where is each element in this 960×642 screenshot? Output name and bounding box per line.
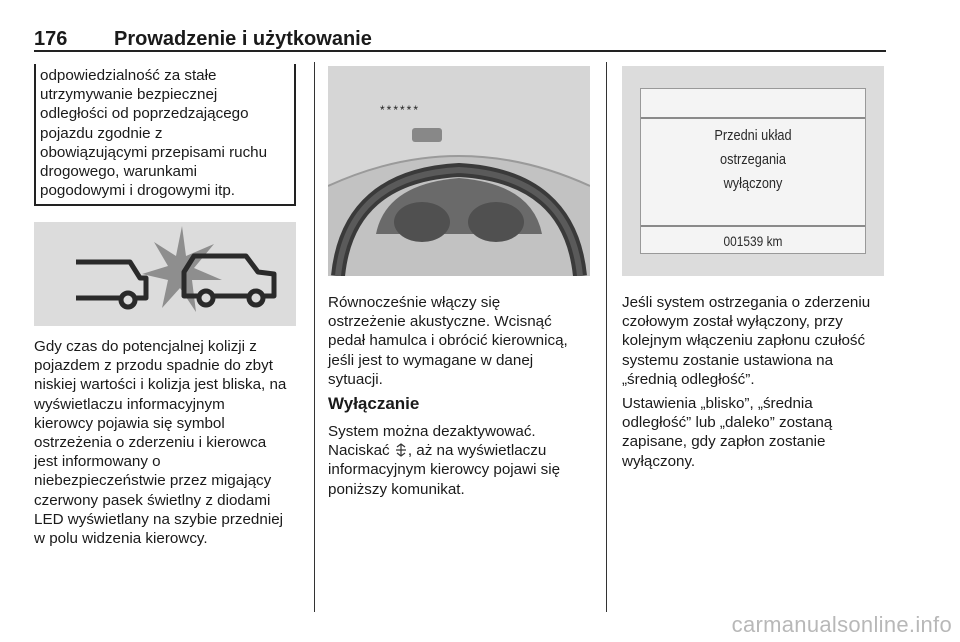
warning-line: obowiązującymi przepisami ruchu (40, 143, 268, 161)
body-line: pedał hamulca i obrócić kierownicą, (328, 332, 568, 350)
body-line: wyświetlaczu informacyjnym (34, 395, 225, 413)
dashboard-steering-wheel-image (328, 66, 590, 276)
warning-line: odległości od poprzedzającego (40, 105, 249, 123)
body-line: czołowym został wyłączony, przy (622, 313, 843, 331)
inline-text: Naciskać (328, 442, 390, 460)
body-line: ostrzeżenia o zderzeniu i kierowca (34, 434, 267, 452)
watermark-text: carmanualsonline.info (731, 612, 952, 637)
body-line: „średnią odległość”. (622, 370, 755, 388)
col2-off-text (328, 422, 598, 499)
collision-warning-icon (34, 222, 296, 326)
display-divider (641, 117, 865, 119)
warning-line: pojazdu zgodnie z (40, 124, 163, 142)
body-line: czerwony pasek świetlny z diodami (34, 491, 271, 509)
body-line: Równocześnie włączy się (328, 294, 501, 311)
display-divider (641, 225, 865, 227)
odometer-readout: 001539 km (723, 233, 783, 249)
column-divider-2 (606, 62, 607, 612)
body-line (328, 441, 598, 460)
body-line: niskiej wartości i kolizja jest bliska, na (34, 376, 287, 394)
warning-line: odpowiedzialność za stałe (40, 67, 217, 84)
driver-info-display-illustration (622, 66, 884, 276)
inline-text: , aż na wyświetlaczu (407, 442, 547, 460)
warning-line: drogowego, warunkami (40, 163, 198, 181)
display-message-line: Przedni układ (714, 127, 792, 144)
display-message-line: ostrzegania (720, 151, 786, 168)
page-number: 176 (34, 28, 68, 50)
col2-body-text (328, 293, 598, 389)
body-line: System można dezaktywować. (328, 423, 536, 440)
page-header (34, 28, 886, 52)
body-line: systemu zostanie ustawiona na (622, 351, 834, 369)
body-line: jest informowany o (34, 453, 161, 471)
svg-text:******: ****** (380, 103, 421, 117)
section-title: Prowadzenie i użytkowanie (114, 28, 372, 50)
body-line: Ustawienia „blisko”, „średnia (622, 395, 813, 412)
body-line: jeśli jest to wymagane w danej (328, 351, 534, 369)
body-line: zapisane, gdy zapłon zostanie (622, 433, 826, 451)
display-message-line: wyłączony (723, 175, 783, 192)
windshield-led-illustration (328, 66, 590, 276)
warning-line: utrzymywanie bezpiecznej (40, 86, 218, 104)
body-line: wyłączony. (622, 452, 696, 470)
warning-line: pogodowymi i drogowymi itp. (40, 182, 235, 200)
body-line: poniższy komunikat. (328, 480, 465, 498)
body-line: pojazdem z przodu spadnie do zbyt (34, 357, 273, 375)
body-line: kierowcy pojawia się symbol (34, 414, 225, 432)
body-line: sytuacji. (328, 370, 383, 388)
col3-body-text (622, 293, 892, 389)
body-line: Jeśli system ostrzegania o zderzeniu (622, 294, 871, 311)
body-line: w polu widzenia kierowcy. (34, 530, 208, 548)
display-screen (640, 88, 866, 254)
body-line: niebezpieczeństwie przez migający (34, 472, 272, 490)
body-line: Gdy czas do potencjalnej kolizji z (34, 338, 257, 355)
body-line: LED wyświetlany na szybie przedniej (34, 510, 284, 528)
col1-body-text (34, 337, 302, 548)
body-line: ostrzeżenie akustyczne. Wcisnąć (328, 313, 552, 331)
body-line: kolejnym włączeniu zapłonu czułość (622, 332, 866, 350)
body-line: informacyjnym kierowcy pojawi się (328, 461, 561, 479)
body-line: odległość” lub „daleko” zostaną (622, 414, 833, 432)
collision-warning-illustration (34, 222, 296, 326)
warning-box (34, 64, 296, 206)
col3-body-text-2 (622, 394, 892, 471)
thumbwheel-select-icon (394, 443, 408, 457)
column-divider-1 (314, 62, 315, 612)
subheading-wylaczanie: Wyłączanie (328, 394, 420, 413)
